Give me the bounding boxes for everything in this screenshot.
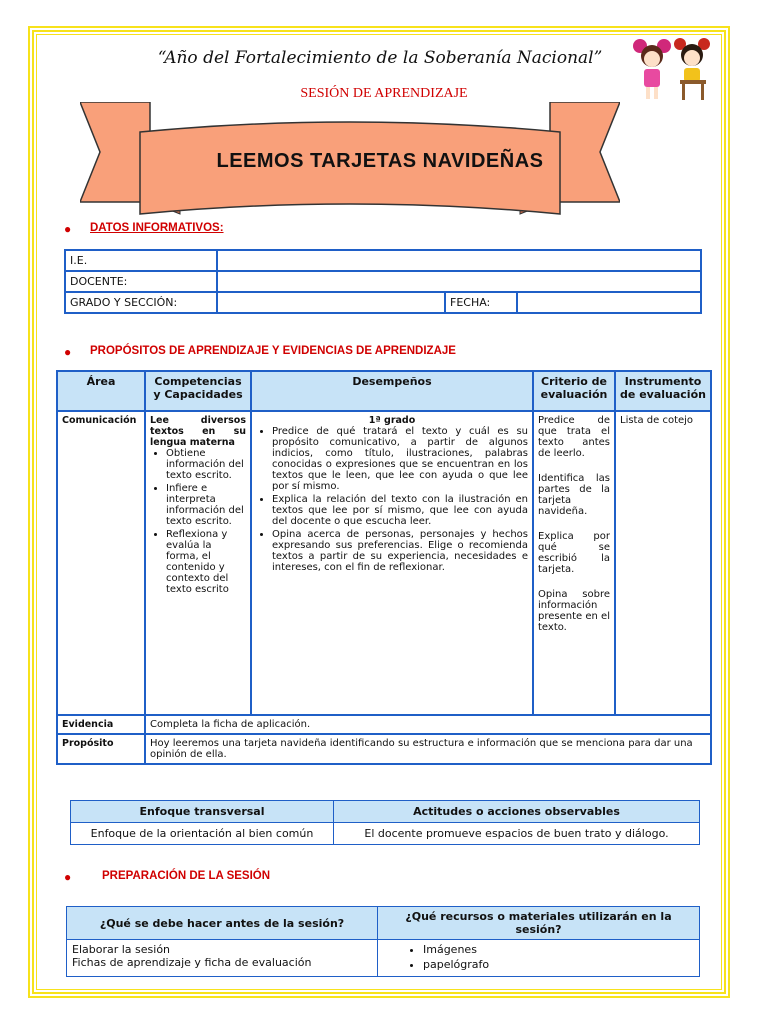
bullet-icon: ● (64, 345, 72, 359)
header-criterio: Criterio de evaluación (533, 371, 615, 411)
propositos-table (56, 370, 712, 765)
desempeno-item: • Opina acerca de personas, personajes y hechos expresando sus preferencias. Elige o recomienda textos a partir de su experiencia, necesidades e intereses, con el fin de reflexionar. (272, 529, 528, 573)
docente-label: DOCENTE: (65, 271, 217, 292)
grado-value (217, 292, 445, 313)
enfoque-table (70, 800, 700, 845)
session-label: SESIÓN DE APRENDIZAJE (300, 86, 468, 101)
actitudes-value: El docente promueve espacios de buen trato y diálogo. (334, 823, 700, 845)
desempeno-item: • Explica la relación del texto con la ilustración en textos que lee por sí mismo, que lee con ayuda del docente o que escucha leer. (272, 494, 528, 527)
antes-item: Fichas de aprendizaje y ficha de evaluación (72, 956, 312, 969)
competencia-text: Lee diversos textos en su lengua materna (150, 415, 246, 448)
preparacion-table (66, 906, 700, 977)
criterio-item: Predice de que trata el texto antes de leerlo. (538, 415, 610, 459)
competencias-cell (145, 411, 251, 715)
antes-header: ¿Qué se debe hacer antes de la sesión? (67, 907, 378, 940)
fecha-label: FECHA: (445, 292, 517, 313)
preparacion-heading: ● PREPARACIÓN DE LA SESIÓN (64, 870, 271, 884)
capacidad-item: • Reflexiona y evalúa la forma, el contenido y contexto del texto escrito (166, 529, 246, 595)
fecha-value (517, 292, 701, 313)
desempenos-cell (251, 411, 533, 715)
capacidad-item: • Obtiene información del texto escrito. (166, 448, 246, 481)
recursos-cell (378, 940, 700, 977)
recurso-item: • Imágenes (423, 943, 694, 956)
bullet-icon: ● (64, 870, 72, 884)
banner-title: LEEMOS TARJETAS NAVIDEÑAS (216, 150, 544, 172)
capacidad-item: • Infiere e interpreta información del texto escrito. (166, 483, 246, 527)
header-desempenos: Desempeños (251, 371, 533, 411)
kids-illustration (630, 36, 716, 106)
recursos-header: ¿Qué recursos o materiales utilizarán en la sesión? (378, 907, 700, 940)
desempeno-item: • Predice de qué tratará el texto y cuál es su propósito comunicativo, a partir de algunos indicios, como título, ilustraciones, palabras conocidas o expresiones que se encuentran en los textos que le leen, que lee con ayuda o que lee por sí mismo. (272, 426, 528, 492)
propositos-heading: ● PROPÓSITOS DE APRENDIZAJE Y EVIDENCIAS DE APRENDIZAJE (64, 345, 456, 359)
ie-value (217, 250, 701, 271)
datos-table (64, 249, 702, 314)
evidencia-value: Completa la ficha de aplicación. (145, 715, 711, 734)
ie-label: I.E. (65, 250, 217, 271)
actitudes-header: Actitudes o acciones observables (334, 801, 700, 823)
evidencia-label: Evidencia (57, 715, 145, 734)
criterio-item: Explica por qué se escribió la tarjeta. (538, 531, 610, 575)
criterio-item: Opina sobre información presente en el texto. (538, 589, 610, 633)
bullet-icon: ● (64, 222, 72, 236)
antes-item: Elaborar la sesión (72, 943, 171, 956)
motto: “Año del Fortalecimiento de la Soberanía Nacional” (157, 48, 603, 68)
datos-heading: ● DATOS INFORMATIVOS: (64, 222, 224, 236)
grado-label: 1ª grado (368, 415, 416, 426)
criterio-item: Identifica las partes de la tarjeta navideña. (538, 473, 610, 517)
proposito-label: Propósito (57, 734, 145, 764)
area-cell: Comunicación (57, 411, 145, 715)
instrumento-cell: Lista de cotejo (615, 411, 711, 715)
header-competencias: Competencias y Capacidades (145, 371, 251, 411)
header-area: Área (57, 371, 145, 411)
header-instrumento: Instrumento de evaluación (615, 371, 711, 411)
antes-cell (67, 940, 378, 977)
recurso-item: • papelógrafo (423, 958, 694, 971)
enfoque-header: Enfoque transversal (71, 801, 334, 823)
docente-value (217, 271, 701, 292)
proposito-value: Hoy leeremos una tarjeta navideña identificando su estructura e información que se menciona para dar una opinión de ella. (145, 734, 711, 764)
grado-label: GRADO Y SECCIÓN: (65, 292, 217, 313)
enfoque-value: Enfoque de la orientación al bien común (71, 823, 334, 845)
criterio-cell (533, 411, 615, 715)
